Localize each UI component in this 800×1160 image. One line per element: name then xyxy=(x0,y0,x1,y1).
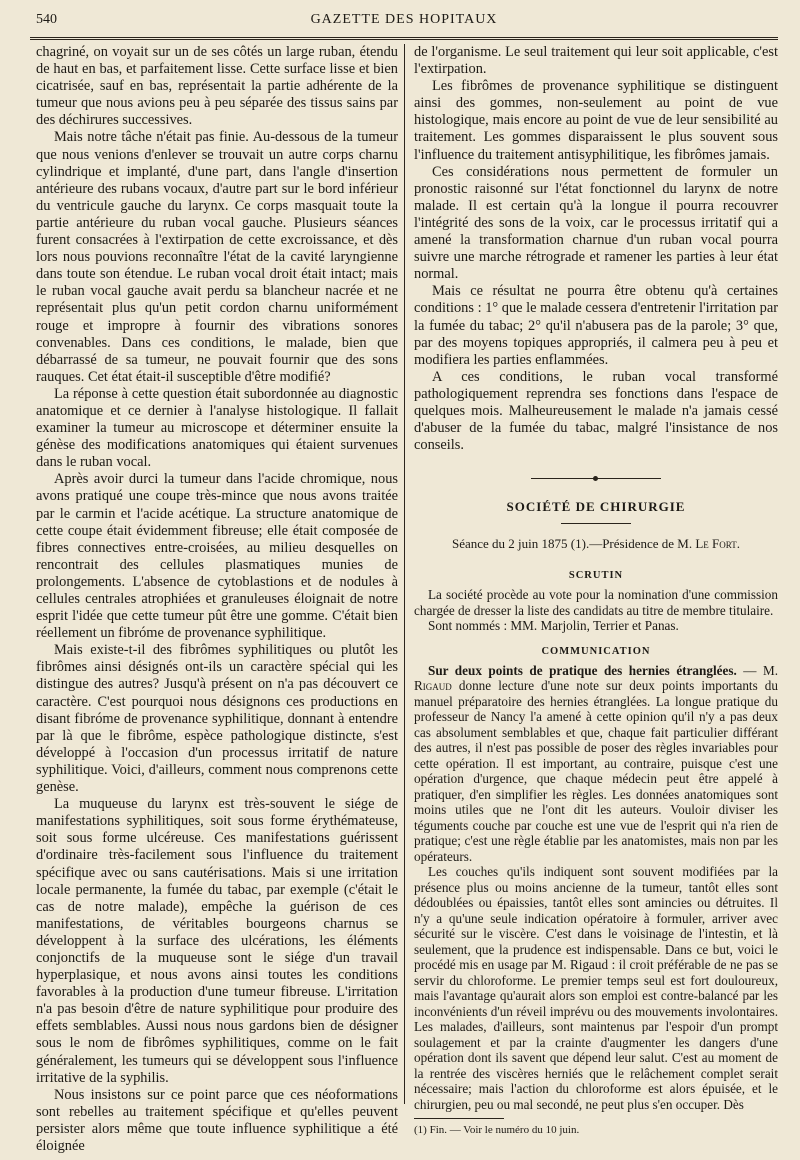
paragraph: Mais notre tâche n'était pas finie. Au-dessous de la tumeur que nous venions d'enlever se trouvait un autre corps charnu cylindrique et implanté, d'une part, dans l'angle d'insertion antérieure des rubans vocaux, d'autre part sur le bord inférieur du ventricule gauche du larynx. Ce corps masquait toute la partie antérieure du ruban vocal gauche. Plusieurs séances furent consacrées à l'extirpation de cette excroissance, et dès lors nous pouvions reconnaître l'état de la cavité laryngienne dans toute son étendue. Le ruban vocal droit était intact; mais le ruban vocal gauche avait perdu sa blancheur nacrée et ne représentait plus qu'un petit cordon charnu uniformément rouge et impropre à fournir des vibrations sonores convenables. Dans ces conditions, le malade, bien que débarrassé de sa tumeur, ne pouvait fournir que des sons rauques. Cet état était-il susceptible d'être modifié? xyxy=(36,129,398,385)
journal-title: GAZETTE DES HOPITAUX xyxy=(310,12,498,27)
subsection-title: SCRUTIN xyxy=(568,570,624,582)
session-line: Séance du 2 juin 1875 (1).—Présidence de M. Le Fort. xyxy=(452,536,740,552)
paragraph: La réponse à cette question était subordonnée au diagnostic anatomique et ce dernier à l'analyse histologique. Il fallait examiner la tumeur au microscope et déterminer ensuite la génèse des modifications anatomiques qui étaient survenues dans le ruban vocal. xyxy=(36,385,398,471)
paragraph: de l'organisme. Le seul traitement qui leur soit applicable, c'est l'extirpation. xyxy=(414,44,778,78)
paragraph: Mais existe-t-il des fibrômes syphilitiques ou plutôt les fibrômes ainsi désignés ont-ils un caractère spécial qui les distingue des autres? Jusqu'à présent on n'a pas découvert ce caractère. C'est pourquoi nous désignons ces productions en disant fibróme de provenance syphilitique, donnant à entendre par là que le fibrôme, espèce pathologique distincte, s'est développé à l'occasion d'un processus irritatif de nature syphilitique. Voici, d'ailleurs, comment nous comprenons cette genèse. xyxy=(36,642,398,796)
section-separator xyxy=(531,478,661,479)
paragraph: Les fibrômes de provenance syphilitique se distinguent ainsi des gommes, non-seulement au point de vue histologique, mais encore au point de vue de leur sensibilité au traitement. Les gommes disparaissent le plus souvent sous l'influence du traitement antisyphilitique, les fibrômes jamais. xyxy=(414,78,778,163)
paragraph: Nous insistons sur ce point parce que ces néoformations sont rebelles au traitement spécifique et qu'elles peuvent persister alors même que toute influence syphilitique a été éloignée xyxy=(36,1086,398,1154)
footnote: (1) Fin. — Voir le numéro du 10 juin. xyxy=(414,1124,580,1136)
subsection-title: COMMUNICATION xyxy=(541,645,651,657)
paragraph: Les couches qu'ils indiquent sont souvent modifiées par la présence plus ou moins ancienne de la tumeur, tantôt elles sont dédoublées ou épaissies, tantôt elles sont amincies ou détruites. Il n'y a qu'une seule indication opératoire à formuler, arriver avec sécurité sur le viscère. C'est dans le voisinage de l'intestin, et là seulement, que la prudence est indispensable. Dans ce but, voici le procédé mis en usage par M. Rigaud : il croit préférable de ne pas se servir du chloroforme. Le premier temps seul est fort douloureux, mais l'avantage qu'aurait alors son emploi est contre-balancé par les inconvénients d'un réveil imprévu ou des mouvements involontaires. Les malades, d'ailleurs, sont maintenus par l'espoir d'un prompt soulagement et par la crainte d'augmenter les dangers d'une opération dont ils savent que dépend leur salut. C'est au moment de la rentrée des viscères herniés que le relâchement complet serait nécessaire; mais l'action du chloroforme est alors épuisée, et le chirurgien, peu ou mal secondé, ne peut plus s'en occuper. Dès xyxy=(414,864,778,1112)
communication-heading: Sur deux points de pratique des hernies étranglées. xyxy=(428,662,737,678)
paragraph: A ces conditions, le ruban vocal transformé pathologiquement reprendra ses fonctions dans l'espace de quelques mois. Malheureusement le malade n'a jamais cessé d'abuser de la fumée du tabac, malgré l'insistance de nos conseils. xyxy=(414,368,778,454)
section-title: SOCIÉTÉ DE CHIRURGIE xyxy=(506,499,686,515)
page-header xyxy=(30,12,778,32)
paragraph: Après avoir durci la tumeur dans l'acide chromique, nous avons pratiqué une coupe très-mince que nous avons traitée par le carmin et l'acide acétique. La structure anatomique de cette coupe était évidemment fibreuse; elle était composée de fibres connectives entre-croisées, au milieu desquelles on rencontrait des cellules plasmatiques munies de prolongements. L'absence de cytoblastions et de nodules à cellules centrales atrophiées et granuleuses éloignait de notre esprit l'idée que cette tumeur pût être une gomme. C'était bien réellement un fibróme de provenance syphilitique. xyxy=(36,471,398,642)
paragraph: Sont nommés : MM. Marjolin, Terrier et Panas. xyxy=(428,618,679,634)
author-name: M. Rigaud xyxy=(414,662,778,694)
paragraph: chagriné, on voyait sur un de ses côtés un large ruban, étendu de haut en bas, et parfaitement lisse. Cette surface lisse et bien cicatrisée, sauf en bas, représentait la partie adhérente de la tumeur que nous avions peu à peu séparée des tissus sains par des déchirures successives. xyxy=(36,44,398,129)
paragraph: Mais ce résultat ne pourra être obtenu qu'à certaines conditions : 1° que le malade cessera d'entretenir l'irritation par la fumée du tabac; 2° qu'il n'abusera pas de la parole; 3° que, par des moyens topiques appropriés, il calmera peu à peu et modifiera les parties enflammées. xyxy=(414,283,778,368)
paragraph: Sur deux points de pratique des hernies étranglées. — M. Rigaud donne lecture d'une note sur deux points importants du manuel préparatoire des hernies étranglées. La longue pratique du professeur de Nancy l'a amené à cette opinion qu'il n'y a pas deux cas absolument semblables et que, chaque fait particulier différant des autres, il n'est pas possible de poser des règles invariables pour cette opération. Il est important, au contraire, puisque c'est une opération d'urgence, que chaque médecin peut être appelé à pratiquer, d'en simplifier les règles. Les données anatomiques sont moins utiles que ne l'ont dit les auteurs. Vouloir diviser les téguments couche par couche est une vue de l'esprit qui n'a rien de pratique; c'est une règle établie par les anatomistes, mais non par les opérateurs. xyxy=(414,662,778,864)
president-name: Le Fort xyxy=(695,536,737,552)
footnote-rule xyxy=(414,1118,504,1119)
title-rule xyxy=(561,523,631,524)
right-column xyxy=(414,44,778,1112)
header-rule xyxy=(30,37,778,40)
paragraph: La société procède au vote pour la nomination d'une commission chargée de dresser la liste des candidats au titre de membre titulaire. xyxy=(414,587,778,618)
paragraph: La muqueuse du larynx est très-souvent le siége de manifestations syphilitiques, soit sous forme érythémateuse, soit sous forme ulcéreuse. Ces manifestations guérissent d'ordinaire très-facilement sous l'influence du traitement spécifique avec ou sans cautérisations. Mais si une irritation locale permanente, la fumée du tabac, par exemple (c'était le cas de notre malade), empêche la guérison de ces manifestations, de véritables bourgeons charnus se développent à la surface des ulcérations, les éléments conjonctifs de la muqueuse sont le siége d'un travail hyperplasique, et nous avons ainsi toutes les conditions favorables à la production d'une tumeur fibreuse. L'irritation n'a pas besoin d'être de nature syphilitique pour produire des effets semblables. Aussi nous nous gardons bien de désigner sous le nom de fibrômes syphilitiques, comme on le fait généralement, les tumeurs qui se développent sous l'influence irritative de la syphilis. xyxy=(36,796,398,1086)
paragraph: Ces considérations nous permettent de formuler un pronostic raisonné sur l'état fonctionnel du larynx de notre malade. Il est certain qu'à la longue il pourra recouvrer l'intégrité des sons de la voix, car le processus irritatif qui a amené la transformation charnue d'un ruban vocal pourra suivre une marche rétrograde et ramener les parties à leur état normal. xyxy=(414,163,778,283)
column-divider xyxy=(404,44,405,1104)
communication-section xyxy=(414,663,778,1113)
scrutin-section xyxy=(414,587,778,634)
left-column xyxy=(36,44,398,1155)
page-number: 540 xyxy=(36,12,57,27)
